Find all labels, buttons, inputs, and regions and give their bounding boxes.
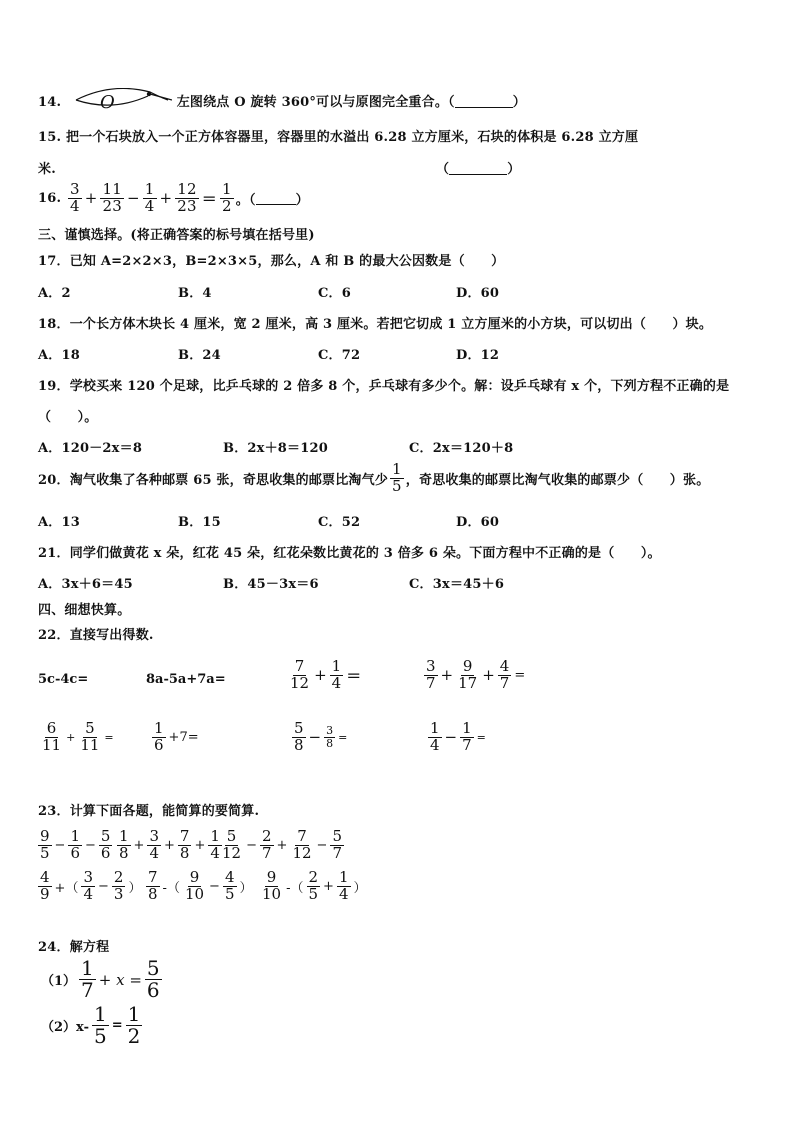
fraction-one-fifth: $\frac{1}{5}$ [392, 460, 402, 495]
fraction: $\frac{1}{4}$ [430, 719, 440, 754]
fraction: $\frac{3}{4}$ [69, 180, 80, 215]
option-d[interactable]: D．60 [456, 515, 500, 530]
expr-22-3: $\frac{7}{12}$ + $\frac{1}{4}$ ＝ [290, 657, 362, 692]
equation-24-1: （1） $\frac{1}{7}$ + x = $\frac{5}{6}$ [41, 956, 160, 1002]
fraction: $\frac{3}{7}$ [426, 657, 436, 692]
question-16 [38, 182, 309, 215]
fraction: $\frac{9}{10}$ [262, 868, 282, 903]
fraction: $\frac{1}{7}$ [81, 956, 94, 1002]
fraction: $\frac{2}{5}$ [308, 868, 319, 903]
question-number: 14. [38, 95, 62, 110]
question-18: 18．一个长方体木块长 4 厘米，宽 2 厘米，高 3 厘米。若把它切成 1 立方厘米的小方块，可以切出（ ）块。 [38, 317, 713, 332]
fraction: $\frac{5}{6}$ [146, 956, 160, 1002]
question-17: 17．已知 A=2×2×3，B=2×3×5，那么，A 和 B 的最大公因数是（ ） [38, 254, 505, 269]
option-c[interactable]: C．6 [318, 286, 351, 301]
question-text: 20．淘气收集了各种邮票 65 张，奇思收集的邮票比淘气少 [38, 472, 389, 488]
option-c[interactable]: C．2x＝120＋8 [409, 441, 514, 456]
fraction: $\frac{1}{2}$ [222, 180, 232, 215]
fraction: $\frac{11}{23}$ [102, 180, 122, 215]
fraction: $\frac{9}{17}$ [458, 657, 478, 692]
option-a[interactable]: A．3x＋6＝45 [38, 577, 133, 592]
question-text: 把一个石块放入一个正方体容器里，容器里的水溢出 6.28 立方厘米，石块的体积是 6.28 立方厘 [65, 130, 639, 145]
question-22-title: 22．直接写出得数. [38, 628, 154, 643]
fraction: $\frac{3}{4}$ [149, 827, 159, 862]
option-a[interactable]: A．18 [38, 348, 80, 363]
tail-text: 。（ [235, 192, 256, 208]
operator: ＝ [201, 189, 217, 208]
fraction: $\frac{1}{4}$ [210, 827, 220, 862]
answer-blank[interactable] [449, 161, 507, 175]
question-18-options [38, 344, 499, 363]
fraction: $\frac{9}{5}$ [40, 827, 50, 862]
fraction: $\frac{4}{5}$ [224, 868, 235, 903]
fraction: $\frac{5}{12}$ [222, 827, 242, 862]
fraction: $\frac{9}{10}$ [184, 868, 205, 903]
fraction: $\frac{7}{8}$ [179, 827, 190, 862]
fraction: $\frac{1}{6}$ [70, 827, 80, 862]
expr-23-6: $\frac{9}{10}$ -（ $\frac{2}{5}$ + $\frac{1}{4}$ ） [262, 868, 367, 903]
fraction: $\frac{5}{8}$ [294, 719, 304, 754]
option-b[interactable]: B．45－3x＝6 [223, 577, 319, 592]
question-23-title: 23．计算下面各题，能简算的要简算. [38, 804, 260, 819]
question-15-cont [38, 158, 56, 177]
option-d[interactable]: D．60 [456, 286, 500, 301]
question-15 [38, 126, 638, 145]
option-c[interactable]: C．72 [318, 348, 361, 363]
paren-close: ） [512, 95, 526, 110]
section-3-title: 三、谨慎选择。(将正确答案的标号填在括号里) [38, 228, 315, 243]
fraction: $\frac{4}{7}$ [499, 657, 510, 692]
operator: + [84, 189, 98, 208]
expr-22-5: $\frac{6}{11}$ + $\frac{5}{11}$ = [42, 719, 114, 754]
question-14 [38, 88, 526, 114]
option-b[interactable]: B．4 [178, 286, 212, 301]
option-a[interactable]: A．13 [38, 515, 80, 530]
fraction: $\frac{1}{7}$ [462, 719, 472, 754]
fraction: $\frac{7}{8}$ [148, 868, 158, 903]
fraction: $\frac{1}{4}$ [331, 657, 342, 692]
operator: + [159, 189, 173, 208]
question-19-cont: （ ）。 [38, 410, 98, 425]
operator: − [126, 189, 140, 208]
equation-24-2: （2）x- $\frac{1}{5}$ = $\frac{1}{2}$ [41, 1002, 141, 1048]
fraction: $\frac{2}{7}$ [262, 827, 272, 862]
answer-blank[interactable] [256, 191, 296, 205]
option-b[interactable]: B．2x＋8＝120 [223, 441, 328, 456]
fraction: $\frac{7}{12}$ [290, 657, 310, 692]
question-24-title: 24．解方程 [38, 940, 110, 955]
expr-22-1: 5c-4c= [38, 672, 89, 687]
fraction: $\frac{6}{11}$ [42, 719, 62, 754]
question-21: 21．同学们做黄花 x 朵，红花 45 朵，红花朵数比黄花的 3 倍多 6 朵。下面方程中不正确的是（ ）。 [38, 546, 661, 561]
question-number: 15. [38, 130, 62, 145]
question-text-b: ，奇思收集的邮票比淘气收集的邮票少（ ）张。 [405, 472, 710, 488]
fraction: $\frac{5}{6}$ [100, 827, 111, 862]
fraction: $\frac{1}{2}$ [127, 1002, 141, 1048]
paren-close: ） [507, 162, 521, 177]
expr-22-8: $\frac{1}{4}$ − $\frac{1}{7}$ = [430, 719, 486, 754]
expr-23-1: $\frac{9}{5}$ − $\frac{1}{6}$ − $\frac{5}{6}$ [40, 827, 111, 862]
answer-blank[interactable] [455, 94, 513, 108]
question-text-cont: 米. [38, 162, 56, 177]
expr-22-7: $\frac{5}{8}$ − $\frac{3}{8}$ = [294, 719, 348, 754]
fraction: $\frac{1}{8}$ [119, 827, 129, 862]
option-a[interactable]: A．120－2x＝8 [38, 441, 143, 456]
fraction: $\frac{1}{5}$ [93, 1002, 107, 1048]
fraction: $\frac{1}{4}$ [338, 868, 349, 903]
question-17-options [38, 282, 499, 301]
expr-22-4: $\frac{3}{7}$ + $\frac{9}{17}$ + $\frac{4}{7}$ = [426, 657, 526, 692]
fraction: $\frac{4}{9}$ [40, 868, 50, 903]
fraction: $\frac{7}{12}$ [292, 827, 312, 862]
paren-close: ） [295, 192, 309, 208]
fraction: $\frac{2}{3}$ [113, 868, 124, 903]
option-b[interactable]: B．24 [178, 348, 221, 363]
fraction: $\frac{3}{8}$ [326, 724, 334, 750]
question-21-options [38, 573, 504, 592]
option-c[interactable]: C．3x＝45＋6 [409, 577, 505, 592]
fraction: $\frac{5}{11}$ [80, 719, 100, 754]
expr-23-5: $\frac{7}{8}$ -（ $\frac{9}{10}$ − $\frac{4}{5}$ ） [148, 868, 253, 903]
expr-22-6: $\frac{1}{6}$ +7= [154, 719, 199, 754]
rotation-figure [72, 88, 172, 114]
question-15-answer [436, 158, 520, 177]
question-19-options [38, 437, 513, 456]
question-19: 19．学校买来 120 个足球，比乒乓球的 2 倍多 8 个，乒乓球有多少个。解：设乒乓球有 x 个，下列方程不正确的是 [38, 379, 730, 394]
option-c[interactable]: C．52 [318, 515, 361, 530]
point-o-label: O [100, 92, 115, 113]
option-d[interactable]: D．12 [456, 348, 500, 363]
option-b[interactable]: B．15 [178, 515, 221, 530]
fraction: $\frac{3}{4}$ [83, 868, 93, 903]
fraction: $\frac{1}{4}$ [144, 180, 155, 215]
section-4-title: 四、细想快算。 [38, 603, 131, 618]
expr-22-2: 8a-5a+7a= [146, 672, 226, 687]
option-a[interactable]: A．2 [38, 286, 71, 301]
question-number: 16. [38, 190, 62, 206]
fraction: $\frac{5}{7}$ [332, 827, 342, 862]
expr-23-4: $\frac{4}{9}$ +（ $\frac{3}{4}$ − $\frac{2}{3}$ ） [40, 868, 142, 903]
paren-open: （ [436, 162, 450, 177]
fraction: $\frac{12}{23}$ [177, 180, 197, 215]
expr-23-3: $\frac{5}{12}$ − $\frac{2}{7}$ + $\frac{7}{12}$ − $\frac{5}{7}$ [222, 827, 342, 862]
question-20-options [38, 511, 499, 530]
fraction: $\frac{1}{6}$ [154, 719, 164, 754]
expr-23-2: $\frac{1}{8}$ + $\frac{3}{4}$ + $\frac{7}{8}$ + $\frac{1}{4}$ [119, 827, 220, 862]
question-text: 左图绕点 O 旋转 360°可以与原图完全重合。（ [176, 95, 455, 110]
question-20 [38, 462, 709, 495]
